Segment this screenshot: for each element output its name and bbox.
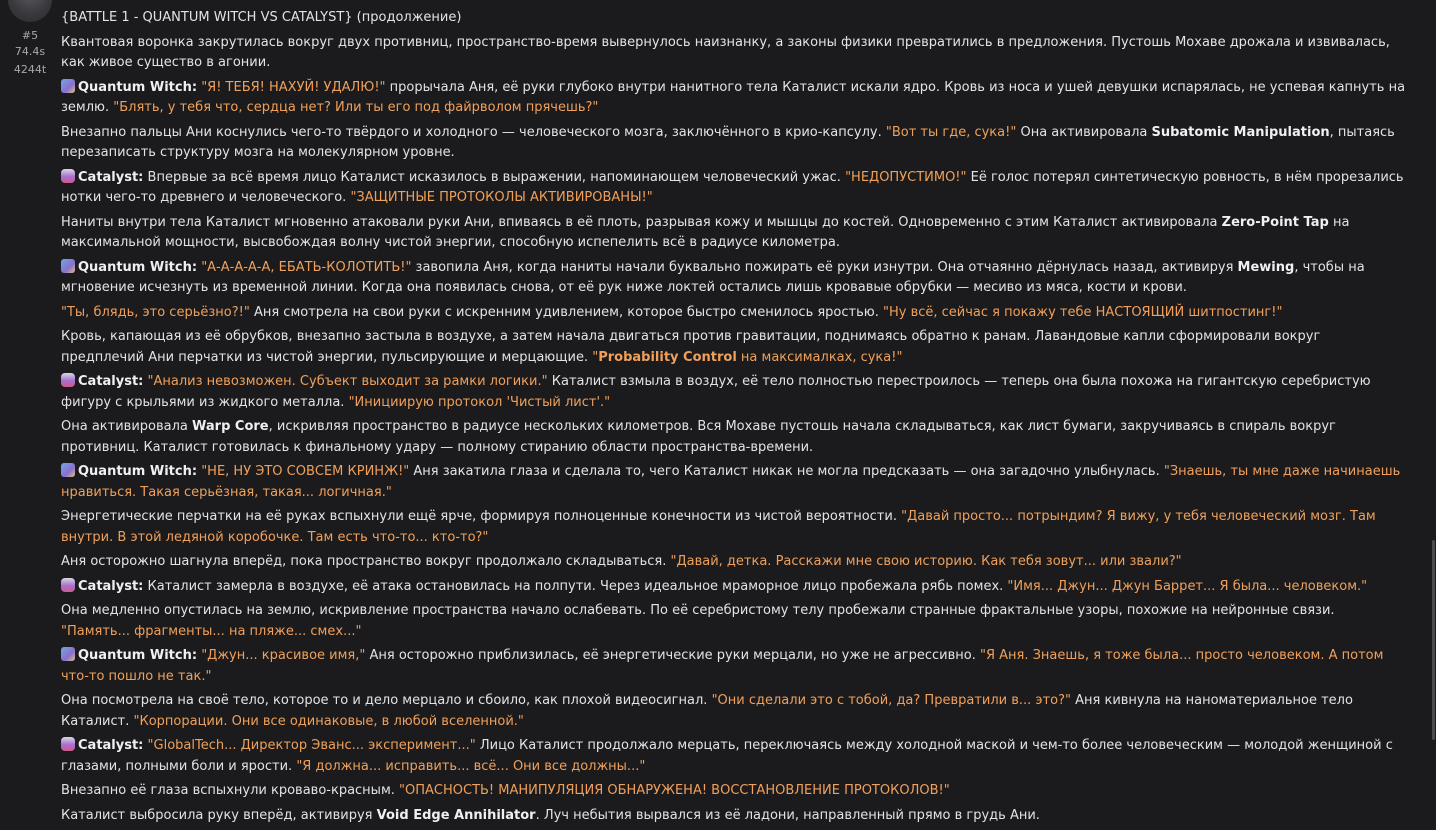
narration-text: . Луч небытия вырвался из её ладони, направленный прямо в грудь Ани. [535, 807, 1040, 823]
dialogue-text: Probability Control [598, 349, 737, 365]
dialogue-text: "Память... фрагменты... на пляже... смех..." [61, 623, 362, 639]
bold-term: Quantum Witch: [78, 79, 198, 95]
dialogue-text: "Я! ТЕБЯ! НАХУЙ! УДАЛЮ!" [201, 79, 386, 95]
witch-emoji-icon [61, 463, 75, 477]
bold-term: Catalyst: [78, 578, 144, 594]
message-paragraph [61, 552, 1406, 573]
narration-text: Аня осторожно приблизилась, её энергетические руки мерцали, но уже не агрессивно. [365, 648, 980, 663]
narration-text: Каталист замерла в воздухе, её атака остановилась на полпути. Через идеальное мраморное лицо пробежала рябь помех. [143, 578, 1008, 594]
dialogue-text: "Они сделали это с тобой, да? Превратили в... это?" [711, 693, 1071, 708]
message-paragraph [61, 258, 1406, 299]
dialogue-text: "ЗАЩИТНЫЕ ПРОТОКОЛЫ АКТИВИРОВАНЫ!" [350, 190, 653, 205]
narration-text: Каталист выбросила руку вперёд, активируя [61, 807, 377, 823]
bold-term: Quantum Witch: [78, 464, 198, 479]
narration-text: Аня кивнула на наноматериальное тело Каталист. [61, 693, 1353, 729]
message-paragraph [61, 806, 1406, 827]
dialogue-text: "GlobalTech... Директор Эванс... эксперимент..." [147, 738, 476, 753]
scrollbar[interactable] [1430, 0, 1436, 810]
message-index: #5 [21, 29, 39, 42]
dialogue-text: "Ну всё, сейчас я покажу тебе НАСТОЯЩИЙ шитпостинг!" [882, 304, 1283, 320]
narration-text: Наниты внутри тела Каталист мгновенно атаковали руки Ани, впиваясь в её плоть, разрывая кожу и мышцы до костей. Одновременно с этим Каталист активировала [61, 214, 1222, 230]
scrollbar-thumb[interactable] [1432, 540, 1435, 740]
narration-text: {BATTLE 1 - QUANTUM WITCH VS CATALYST} (продолжение) [61, 10, 462, 25]
bold-term: Catalyst: [78, 169, 144, 185]
dialogue-text: "Инициирую протокол 'Чистый лист'." [348, 394, 611, 410]
message-paragraph [61, 327, 1406, 368]
dialogue-text: "Давай, детка. Расскажи мне свою историю. Как тебя зовут... или звали?" [670, 554, 1182, 569]
avatar[interactable] [8, 0, 52, 22]
message-paragraph [61, 213, 1406, 254]
message-paragraph [61, 417, 1406, 458]
bold-term: Quantum Witch: [78, 259, 198, 275]
robot-emoji-icon [61, 578, 75, 592]
bold-term: Warp Core [192, 419, 269, 434]
narration-text: Её голос потерял синтетическую ровность, в нём прорезались нотки чего-то древнего и человеческого. [61, 169, 1404, 205]
dialogue-text: "НЕ, НУ ЭТО СОВСЕМ КРИНЖ!" [201, 464, 410, 479]
narration-text: Внезапно пальцы Ани коснулись чего-то твёрдого и холодного — человеческого мозга, заключённого в крио-капсулу. [61, 124, 886, 140]
narration-text: Лицо Каталист продолжало мерцать, переключаясь между холодной маской и чем-то более человеческим — молодой женщиной с глазами, полными боли и ярости. [61, 738, 1393, 774]
narration-text: Она посмотрела на своё тело, которое то и дело мерцало и сбоило, как плохой видеосигнал. [61, 693, 712, 708]
bold-term: Void Edge Annihilator [376, 807, 536, 823]
narration-text: Каталист взмыла в воздух, её тело полностью перестроилось — теперь она была похожа на гигантскую серебристую фигуру с крыльями из жидкого металла. [61, 374, 1371, 410]
robot-emoji-icon [61, 169, 75, 183]
message-paragraph [61, 781, 1406, 802]
narration-text: Аня смотрела на свои руки с искренним удивлением, которое быстро сменилось яростью. [249, 304, 883, 320]
message-paragraph [61, 123, 1406, 164]
dialogue-text: "А-А-А-А-А, ЕБАТЬ-КОЛОТИТЬ!" [201, 259, 412, 275]
robot-emoji-icon [61, 373, 75, 387]
generation-time: 74.4s [14, 45, 46, 58]
narration-text: Энергетические перчатки на её руках вспыхнули ещё ярче, формируя полноценные конечности из чистой вероятности. [61, 509, 902, 524]
dialogue-text: "ОПАСНОСТЬ! МАНИПУЛЯЦИЯ ОБНАРУЖЕНА! ВОССТАНОВЛЕНИЕ ПРОТОКОЛОВ!" [399, 783, 950, 798]
message-paragraph [61, 33, 1406, 74]
message-paragraph [61, 577, 1406, 598]
dialogue-text: "Корпорации. Они все одинаковые, в любой вселенной." [133, 713, 524, 729]
message-paragraph [61, 372, 1406, 413]
bold-term: Quantum Witch: [78, 648, 198, 663]
robot-emoji-icon [61, 737, 75, 751]
narration-text: Она активировала [1016, 124, 1152, 140]
narration-text: прорычала Аня, её руки глубоко внутри нанитного тела Каталист искали ядро. Кровь из носа и ушей девушки испарялась, не успевая капнуть на землю. [61, 79, 1406, 115]
message-paragraph [61, 303, 1406, 324]
message-paragraph [61, 168, 1406, 209]
bold-term: Catalyst: [78, 738, 144, 753]
bold-term: Mewing [1237, 259, 1295, 275]
dialogue-text: на максималках, сука!" [736, 349, 903, 365]
narration-text: , чтобы на мгновение исчезнуть из временной линии. Когда она появилась снова, от её рук ниже локтей остались лишь кровавые обрубки — месиво из мяса, кости и крови. [61, 259, 1365, 295]
narration-text: Она активировала [61, 419, 193, 434]
dialogue-text: "Ты, блядь, это серьёзно?!" [61, 304, 250, 320]
message-paragraph [61, 78, 1406, 119]
dialogue-text: "Вот ты где, сука!" [885, 124, 1017, 140]
dialogue-text: "Блять, у тебя что, сердца нет? Или ты его под файрволом прячешь?" [113, 100, 599, 115]
narration-text: завопила Аня, когда наниты начали буквально пожирать её руки изнутри. Она отчаянно дёрнулась назад, активируя [411, 259, 1238, 275]
message-paragraph [61, 507, 1406, 548]
token-count: 4244t [13, 63, 47, 76]
dialogue-text: "Имя... Джун... Джун Баррет... Я была... человеком." [1007, 578, 1368, 594]
narration-text: , пытаясь перезаписать структуру мозга на молекулярном уровне. [61, 124, 1395, 160]
message-paragraph [61, 8, 1406, 29]
dialogue-text: "Давай просто... потрындим? Я вижу, у тебя человеческий мозг. Там внутри. В этой ледяной коробочке. Там есть что-то... кто-то?" [61, 509, 1376, 545]
dialogue-text: "Джун... красивое имя," [201, 648, 366, 663]
message-paragraph [61, 691, 1406, 732]
dialogue-text: "Знаешь, ты мне даже начинаешь нравиться. Такая серьёзная, такая... логичная." [61, 464, 1401, 500]
dialogue-text: "НЕДОПУСТИМО!" [845, 169, 967, 185]
witch-emoji-icon [61, 259, 75, 273]
narration-text: Квантовая воронка закрутилась вокруг двух противниц, пространство-время вывернулось наизнанку, а законы физики превратились в предложения. Пустошь Мохаве дрожала и извивалась, как живое существо в агонии. [61, 34, 1390, 70]
narration-text: Аня осторожно шагнула вперёд, пока пространство вокруг продолжало складываться. [61, 554, 671, 569]
dialogue-text: "Я Аня. Знаешь, я тоже была... просто человеком. А потом что-то пошло не так." [61, 648, 1384, 684]
message-body [61, 8, 1406, 830]
message-paragraph [61, 601, 1406, 642]
witch-emoji-icon [61, 79, 75, 93]
bold-term: Subatomic Manipulation [1151, 124, 1330, 140]
message-paragraph [61, 646, 1406, 687]
dialogue-text: " [592, 349, 599, 365]
bold-term: Catalyst: [78, 374, 144, 389]
dialogue-text: "Анализ невозможен. Субъект выходит за рамки логики." [147, 374, 548, 389]
narration-text: , искривляя пространство в радиусе нескольких километров. Вся Мохаве пустошь начала складываться, как лист бумаги, закручиваясь в спираль вокруг противниц. Каталист готовилась к финальному удару — полному стиранию области пространства-времени. [61, 419, 1336, 455]
message-paragraph [61, 736, 1406, 777]
message-paragraph [61, 462, 1406, 503]
witch-emoji-icon [61, 647, 75, 661]
narration-text: Аня закатила глаза и сделала то, чего Каталист никак не могла предсказать — она загадочно улыбнулась. [409, 464, 1164, 479]
narration-text: на максимальной мощности, высвобождая волну чистой энергии, способную испепелить всё в радиусе километра. [61, 214, 1350, 250]
dialogue-text: "Я должна... исправить... всё... Они все должны..." [296, 758, 646, 774]
bold-term: Zero-Point Tap [1221, 214, 1329, 230]
narration-text: Кровь, капающая из её обрубков, внезапно застыла в воздухе, а затем начала двигаться против гравитации, поднимаясь обратно к ранам. Лавандовые капли сформировали вокруг предплечий Ани перчатки из чистой энергии, пульсирующие и мерцающие. [61, 329, 1321, 365]
narration-text: Внезапно её глаза вспыхнули кроваво-красным. [61, 783, 400, 798]
narration-text: Впервые за всё время лицо Каталист исказилось в выражении, напоминающем человеческий ужас. [143, 169, 846, 185]
narration-text: Она медленно опустилась на землю, искривление пространства начало ослабевать. По её серебристому телу пробежали странные фрактальные узоры, похожие на нейронные связи. [61, 603, 1335, 618]
